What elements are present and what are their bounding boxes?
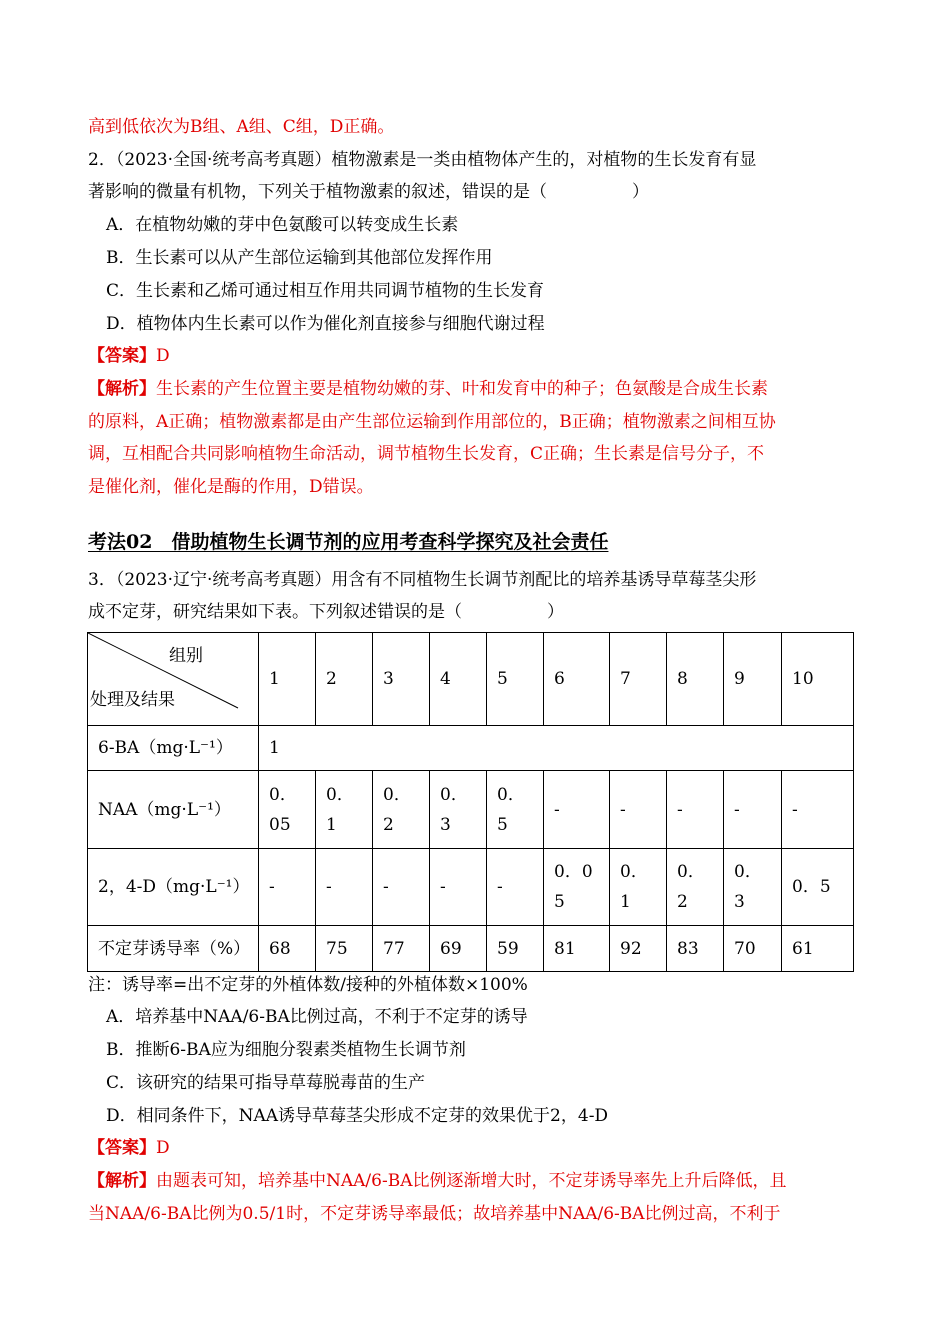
table-header-row (88, 633, 854, 726)
table-cell: - (316, 849, 373, 926)
table-cell: - (610, 771, 667, 849)
table-header-cell: 3 (373, 633, 430, 726)
table-row-6ba (88, 726, 854, 771)
q3-option-b: B．推断6-BA应为细胞分裂素类植物生长调节剂 (106, 1040, 466, 1060)
table-cell: - (430, 849, 487, 926)
table-row-24d (88, 849, 854, 926)
q3-option-a: A．培养基中NAA/6-BA比例过高，不利于不定芽的诱导 (106, 1007, 528, 1027)
q2-stem-line-2: 著影响的微量有机物，下列关于植物激素的叙述，错误的是（ ） (88, 182, 649, 202)
table-cell: 70 (724, 926, 782, 972)
header-treatment-label: 处理及结果 (90, 690, 175, 710)
q3-answer-value: D (156, 1138, 170, 1158)
table-header-cell: 5 (487, 633, 544, 726)
table-cell: 0．2 (667, 849, 724, 926)
q2-option-a: A．在植物幼嫩的芽中色氨酸可以转变成生长素 (106, 215, 459, 235)
row-label-6ba: 6-BA（mg·L⁻¹） (88, 726, 259, 771)
table-header-cell: 8 (667, 633, 724, 726)
q3-analysis-line-1 (88, 1170, 786, 1192)
table-cell: 0．3 (430, 771, 487, 849)
section-heading: 考法02 借助植物生长调节剂的应用考查科学探究及社会责任 (88, 531, 609, 553)
q2-analysis-tag: 【解析】 (88, 379, 156, 399)
q2-analysis-line-1 (88, 378, 768, 400)
table-header-cell: 1 (259, 633, 316, 726)
table-cell: 0．05 (259, 771, 316, 849)
table-diagonal-header (88, 633, 259, 726)
q3-answer-tag: 【答案】 (88, 1138, 156, 1158)
table-cell: - (259, 849, 316, 926)
table-cell: 83 (667, 926, 724, 972)
table-cell: 0．5 (487, 771, 544, 849)
q3-table-note: 注：诱导率=出不定芽的外植体数/接种的外植体数×100% (88, 975, 528, 995)
table-cell: 75 (316, 926, 373, 972)
results-table (87, 632, 854, 972)
table-cell: 0．05 (544, 849, 610, 926)
table-cell: 61 (782, 926, 854, 972)
table-cell: 0．5 (782, 849, 854, 926)
q2-analysis-text-1: 生长素的产生位置主要是植物幼嫩的芽、叶和发育中的种子；色氨酸是合成生长素 (156, 379, 768, 399)
q3-analysis-line-2: 当NAA/6-BA比例为0.5/1时，不定芽诱导率最低；故培养基中NAA/6-BA比例过高，不利于 (88, 1204, 781, 1224)
table-header-cell: 2 (316, 633, 373, 726)
table-row-naa (88, 771, 854, 849)
table-cell: - (544, 771, 610, 849)
q2-option-d: D．植物体内生长素可以作为催化剂直接参与细胞代谢过程 (106, 314, 545, 334)
previous-analysis-tail: 高到低依次为B组、A组、C组，D正确。 (88, 117, 395, 137)
table-header-cell: 4 (430, 633, 487, 726)
q3-analysis-text-1: 由题表可知，培养基中NAA/6-BA比例逐渐增大时，不定芽诱导率先上升后降低，且 (156, 1171, 787, 1191)
q3-answer (88, 1137, 170, 1159)
q2-answer-tag: 【答案】 (88, 346, 156, 366)
q2-analysis-line-2: 的原料，A正确；植物激素都是由产生部位运输到作用部位的，B正确；植物激素之间相互协 (88, 412, 776, 432)
q2-analysis-line-3: 调，互相配合共同影响植物生命活动，调节植物生长发育，C正确；生长素是信号分子，不 (88, 444, 765, 464)
table-header-cell: 7 (610, 633, 667, 726)
table-header-cell: 10 (782, 633, 854, 726)
row-label-naa: NAA（mg·L⁻¹） (88, 771, 259, 849)
q2-stem-line-1: 2．（2023·全国·统考高考真题）植物激素是一类由植物体产生的，对植物的生长发育有显 (88, 150, 757, 170)
header-group-label: 组别 (169, 646, 203, 666)
table-header-cell: 9 (724, 633, 782, 726)
q2-option-c: C．生长素和乙烯可通过相互作用共同调节植物的生长发育 (106, 281, 545, 301)
table-cell: 0．1 (316, 771, 373, 849)
table-cell: - (667, 771, 724, 849)
table-header-cell: 6 (544, 633, 610, 726)
q3-analysis-tag: 【解析】 (88, 1171, 156, 1191)
q3-option-c: C．该研究的结果可指导草莓脱毒苗的生产 (106, 1073, 426, 1093)
table-cell: - (487, 849, 544, 926)
q2-answer (88, 345, 170, 367)
q2-option-b: B．生长素可以从产生部位运输到其他部位发挥作用 (106, 248, 493, 268)
q3-stem-line-2: 成不定芽，研究结果如下表。下列叙述错误的是（ ） (88, 602, 564, 622)
q2-analysis-line-4: 是催化剂，催化是酶的作用，D错误。 (88, 477, 374, 497)
table-cell: 77 (373, 926, 430, 972)
table-cell: - (782, 771, 854, 849)
table-cell: - (373, 849, 430, 926)
q3-stem-line-1: 3．（2023·辽宁·统考高考真题）用含有不同植物生长调节剂配比的培养基诱导草莓茎尖形 (88, 570, 757, 590)
table-cell: 92 (610, 926, 667, 972)
table-cell: 0．2 (373, 771, 430, 849)
row-label-rate: 不定芽诱导率（%） (88, 926, 259, 972)
row-label-24d: 2，4-D（mg·L⁻¹） (88, 849, 259, 926)
table-cell: 59 (487, 926, 544, 972)
table-cell: 68 (259, 926, 316, 972)
table-row-rate (88, 926, 854, 972)
q2-answer-value: D (156, 346, 170, 366)
table-cell: - (724, 771, 782, 849)
table-cell: 81 (544, 926, 610, 972)
table-cell: 0．3 (724, 849, 782, 926)
row-value-6ba: 1 (259, 726, 854, 771)
q3-option-d: D．相同条件下，NAA诱导草莓茎尖形成不定芽的效果优于2，4-D (106, 1106, 609, 1126)
table-cell: 0．1 (610, 849, 667, 926)
table-cell: 69 (430, 926, 487, 972)
